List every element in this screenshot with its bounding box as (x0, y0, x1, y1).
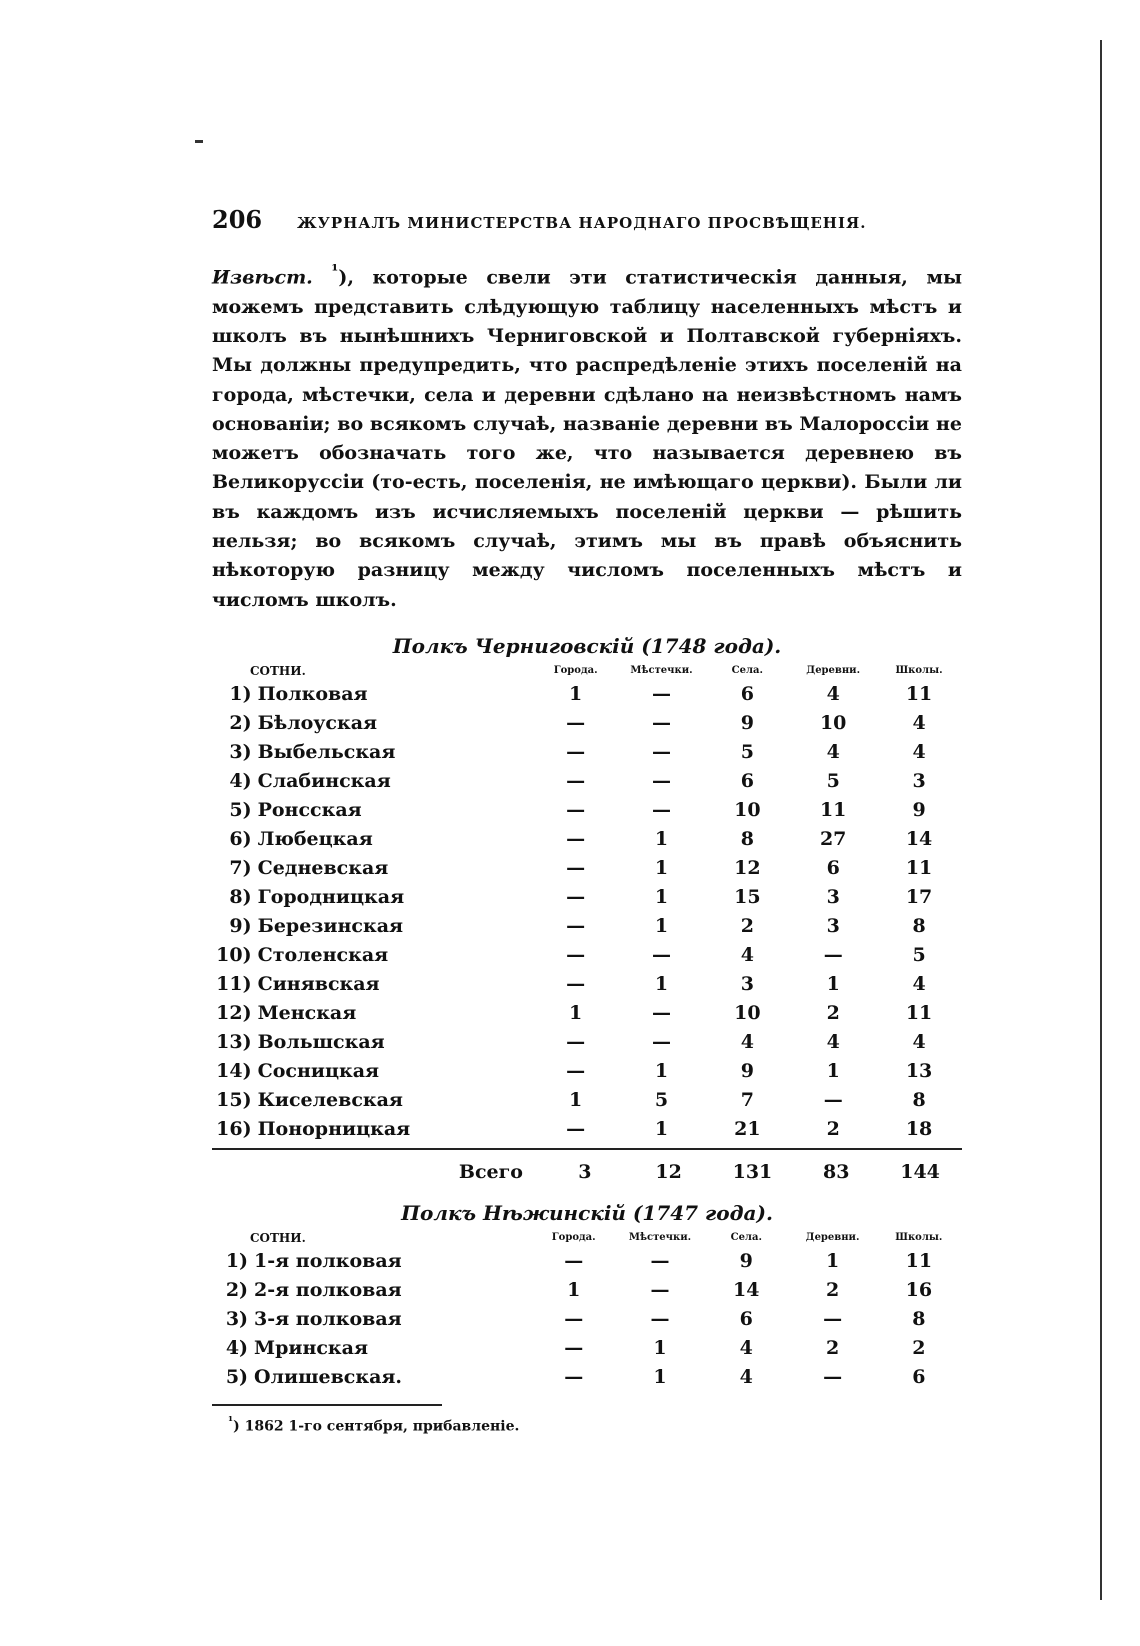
schools-cell: 11 (905, 857, 933, 880)
scan-mark (195, 140, 203, 143)
cities-cell: — (566, 1031, 586, 1054)
sotnia-name: Слабинская (257, 770, 391, 793)
footnote-mark: ¹ (228, 1413, 234, 1428)
hamlets-cell: 1 (825, 1250, 840, 1273)
towns-cell: — (652, 770, 671, 793)
schools-cell: 4 (912, 1031, 926, 1054)
col-header: Мѣстечки. (628, 1232, 692, 1244)
table-row (212, 796, 962, 825)
towns-cell: — (650, 1250, 670, 1273)
hamlets-cell: 4 (826, 741, 840, 764)
towns-cell: — (650, 1308, 670, 1331)
table-row (212, 1057, 962, 1086)
footnote-ref: ¹ (331, 261, 339, 280)
schools-cell: 11 (905, 1002, 933, 1025)
running-title: ЖУРНАЛЪ МИНИСТЕРСТВА НАРОДНАГО ПРОСВѢЩЕНІЯ. (297, 214, 867, 232)
towns-cell: 1 (654, 886, 669, 909)
table-row (212, 999, 962, 1028)
table2-header-row (212, 1225, 962, 1247)
sotnia-name: Киселевская (257, 1089, 403, 1112)
table-row (212, 883, 962, 912)
towns-cell: — (652, 741, 671, 764)
footnote-rule (212, 1404, 442, 1406)
schools-cell: 4 (912, 741, 926, 764)
schools-cell: 9 (912, 799, 926, 822)
sotnia-name: Сосницкая (257, 1060, 380, 1083)
row-number: 14) (216, 1060, 252, 1083)
row-number: 11) (216, 973, 252, 996)
col-header: Села. (731, 665, 764, 677)
table1-title: Полкъ Черниговскій (1748 года). (392, 633, 782, 658)
hamlets-cell: — (823, 1089, 843, 1112)
body-paragraph (212, 256, 962, 615)
schools-cell: 3 (912, 770, 926, 793)
cities-cell: 1 (569, 683, 583, 706)
cities-cell: 1 (569, 1089, 583, 1112)
cities-cell: — (566, 886, 586, 909)
table-row (212, 1115, 962, 1144)
table2-body (212, 1247, 962, 1392)
schools-cell: 8 (912, 1308, 926, 1331)
table-row (212, 738, 962, 767)
schools-cell: 4 (912, 712, 926, 735)
sotnia-name: Столенская (257, 944, 389, 967)
sotnia-name: 2-я полковая (254, 1279, 402, 1302)
total-cities: 3 (578, 1161, 592, 1184)
schools-cell: 17 (905, 886, 933, 909)
schools-cell: 11 (905, 1250, 933, 1273)
table2-title: Полкъ Нѣжинскій (1747 года). (401, 1200, 773, 1225)
sotnia-name: Олишевская. (254, 1366, 403, 1389)
schools-cell: 18 (905, 1118, 933, 1141)
schools-cell: 13 (905, 1060, 933, 1083)
cities-cell: — (566, 915, 586, 938)
cities-cell: — (566, 828, 586, 851)
cities-cell: — (566, 944, 586, 967)
footnote-text: ) 1862 1-го сентября, прибавленіе. (233, 1418, 520, 1435)
cities-cell: — (566, 741, 586, 764)
table-row (212, 680, 962, 709)
hamlets-cell: 10 (819, 712, 847, 735)
cities-cell: 1 (567, 1279, 581, 1302)
page (212, 205, 962, 1435)
total-towns: 12 (655, 1161, 682, 1184)
villages-cell: 21 (734, 1118, 761, 1141)
cities-cell: — (564, 1250, 584, 1273)
cities-cell: — (566, 973, 586, 996)
total-hamlets: 83 (823, 1161, 850, 1184)
towns-cell: 1 (653, 1337, 667, 1360)
col-header: СОТНИ. (250, 663, 306, 678)
row-number: 2) (225, 1279, 249, 1302)
schools-cell: 4 (912, 973, 926, 996)
towns-cell: — (652, 1002, 671, 1025)
sotnia-name: Вольшская (257, 1031, 385, 1054)
cities-cell: — (566, 799, 586, 822)
row-number: 16) (216, 1118, 252, 1141)
schools-cell: 8 (912, 1089, 926, 1112)
footnote (228, 1414, 962, 1435)
sotnia-name: Мринская (254, 1337, 368, 1360)
hamlets-cell: 11 (819, 799, 847, 822)
hamlets-cell: 4 (826, 1031, 840, 1054)
cities-cell: — (566, 712, 586, 735)
table1-total (212, 1150, 962, 1187)
villages-cell: 14 (733, 1279, 760, 1302)
towns-cell: 1 (654, 1118, 669, 1141)
table-row (212, 970, 962, 999)
col-header: Школы. (895, 1232, 943, 1244)
col-header: Деревни. (806, 665, 861, 677)
schools-cell: 11 (905, 683, 933, 706)
table-row (212, 941, 962, 970)
table-row (212, 912, 962, 941)
row-number: 15) (216, 1089, 252, 1112)
cities-cell: — (566, 770, 586, 793)
row-number: 6) (229, 828, 252, 851)
villages-cell: 6 (740, 770, 754, 793)
villages-cell: 4 (740, 1031, 754, 1054)
schools-cell: 14 (905, 828, 933, 851)
villages-cell: 4 (740, 944, 754, 967)
lead-italic: Извѣст. (212, 266, 313, 289)
col-header: Города. (551, 1232, 596, 1244)
villages-cell: 9 (740, 1060, 754, 1083)
hamlets-cell: 2 (826, 1118, 840, 1141)
villages-cell: 12 (734, 857, 761, 880)
sotnia-name: Менская (257, 1002, 357, 1025)
villages-cell: 9 (740, 712, 754, 735)
towns-cell: 1 (654, 973, 669, 996)
table-row (212, 709, 962, 738)
sotnia-name: Березинская (257, 915, 404, 938)
page-edge-line (1100, 40, 1102, 1600)
table-row (212, 1086, 962, 1115)
col-header: Деревни. (805, 1232, 860, 1244)
row-number: 2) (229, 712, 252, 735)
sotnia-name: Бѣлоуская (257, 712, 378, 735)
villages-cell: 4 (739, 1366, 753, 1389)
hamlets-cell: 2 (826, 1002, 840, 1025)
sotnia-name: Понорницкая (257, 1118, 411, 1141)
table1-header-row (212, 658, 962, 680)
schools-cell: 2 (912, 1337, 926, 1360)
towns-cell: — (652, 799, 671, 822)
col-header: Школы. (895, 665, 943, 677)
hamlets-cell: 1 (826, 973, 840, 996)
hamlets-cell: 6 (826, 857, 840, 880)
table-row (212, 854, 962, 883)
row-number: 4) (225, 1337, 249, 1360)
page-number: 206 (212, 205, 263, 234)
towns-cell: 1 (654, 857, 669, 880)
towns-cell: 1 (654, 1060, 669, 1083)
schools-cell: 16 (905, 1279, 933, 1302)
villages-cell: 7 (740, 1089, 754, 1112)
towns-cell: — (650, 1279, 670, 1302)
row-number: 5) (229, 799, 252, 822)
sotnia-name: 3-я полковая (254, 1308, 402, 1331)
villages-cell: 6 (739, 1308, 753, 1331)
col-header: Города. (553, 665, 598, 677)
towns-cell: — (652, 1031, 671, 1054)
hamlets-cell: 1 (826, 1060, 840, 1083)
towns-cell: 1 (653, 1366, 667, 1389)
hamlets-cell: — (823, 1308, 843, 1331)
sotnia-name: Ронсская (257, 799, 362, 822)
cities-cell: 1 (569, 1002, 583, 1025)
table-row (212, 1028, 962, 1057)
towns-cell: — (652, 712, 671, 735)
sotnia-name: Городницкая (257, 886, 405, 909)
villages-cell: 2 (740, 915, 754, 938)
table-row (212, 1276, 962, 1305)
towns-cell: — (652, 683, 671, 706)
schools-cell: 6 (912, 1366, 926, 1389)
table-row (212, 767, 962, 796)
total-schools: 144 (900, 1161, 940, 1184)
cities-cell: — (564, 1337, 584, 1360)
villages-cell: 3 (740, 973, 754, 996)
table1 (212, 658, 962, 1144)
sotnia-name: Любецкая (257, 828, 373, 851)
hamlets-cell: — (823, 944, 843, 967)
hamlets-cell: 5 (826, 770, 840, 793)
villages-cell: 15 (734, 886, 761, 909)
cities-cell: — (566, 857, 586, 880)
hamlets-cell: 4 (826, 683, 840, 706)
sotnia-name: Полковая (257, 683, 368, 706)
cities-cell: — (564, 1366, 584, 1389)
row-number: 4) (229, 770, 252, 793)
villages-cell: 10 (734, 1002, 761, 1025)
table-row (212, 1247, 962, 1276)
villages-cell: 4 (739, 1337, 753, 1360)
hamlets-cell: 3 (826, 886, 840, 909)
hamlets-cell: 3 (826, 915, 840, 938)
table2 (212, 1225, 962, 1392)
table1-body (212, 680, 962, 1144)
villages-cell: 5 (740, 741, 754, 764)
hamlets-cell: 27 (819, 828, 847, 851)
towns-cell: 1 (654, 915, 669, 938)
hamlets-cell: — (823, 1366, 843, 1389)
villages-cell: 9 (739, 1250, 753, 1273)
cities-cell: — (566, 1118, 586, 1141)
sotnia-name: Синявская (257, 973, 380, 996)
villages-cell: 10 (734, 799, 761, 822)
towns-cell: 1 (654, 828, 669, 851)
row-number: 13) (216, 1031, 252, 1054)
schools-cell: 8 (912, 915, 926, 938)
villages-cell: 8 (740, 828, 754, 851)
sotnia-name: Седневская (257, 857, 389, 880)
cities-cell: — (566, 1060, 586, 1083)
row-number: 7) (229, 857, 252, 880)
table-row (212, 1363, 962, 1392)
towns-cell: — (652, 944, 671, 967)
row-number: 1) (229, 683, 252, 706)
row-number: 9) (229, 915, 252, 938)
sotnia-name: Выбельская (257, 741, 396, 764)
table-row (212, 825, 962, 854)
table-row (212, 1305, 962, 1334)
page-header (212, 205, 962, 234)
towns-cell: 5 (654, 1089, 669, 1112)
row-number: 8) (229, 886, 252, 909)
hamlets-cell: 2 (825, 1279, 840, 1302)
villages-cell: 6 (740, 683, 754, 706)
row-number: 5) (225, 1366, 249, 1389)
hamlets-cell: 2 (825, 1337, 840, 1360)
paragraph-text: ), которые свели эти статистическія данныя, мы можемъ представить слѣдующую таблицу населенныхъ мѣстъ и школъ въ нынѣшнихъ Черниговской и Полтавской губерніяхъ. Мы должны предупредить, что распредѣленіе этихъ поселеній на города, мѣстечки, села и деревни сдѣлано на неизвѣстномъ намъ основаніи; во всякомъ случаѣ, названіе деревни въ Малороссіи не можетъ обозначать того же, что называется деревнею въ Великоруссіи (то-есть, поселенія, не имѣющаго церкви). Были ли въ каждомъ изъ исчисляемыхъ поселеній церкви — рѣшить нельзя; во всякомъ случаѣ, этимъ мы въ правѣ объяснить нѣкоторую разницу между числомъ поселенныхъ мѣстъ и числомъ школъ. (212, 266, 962, 611)
row-number: 3) (225, 1308, 249, 1331)
total-label: Всего (458, 1161, 523, 1184)
table-row (212, 1334, 962, 1363)
total-row (212, 1150, 962, 1187)
col-header: Мѣстечки. (630, 665, 693, 677)
row-number: 1) (225, 1250, 249, 1273)
sotnia-name: 1-я полковая (254, 1250, 402, 1273)
schools-cell: 5 (912, 944, 926, 967)
col-header: Села. (730, 1232, 762, 1244)
row-number: 12) (216, 1002, 252, 1025)
cities-cell: — (564, 1308, 584, 1331)
row-number: 10) (216, 944, 252, 967)
row-number: 3) (229, 741, 252, 764)
col-header: СОТНИ. (250, 1230, 306, 1245)
total-villages: 131 (732, 1161, 773, 1184)
